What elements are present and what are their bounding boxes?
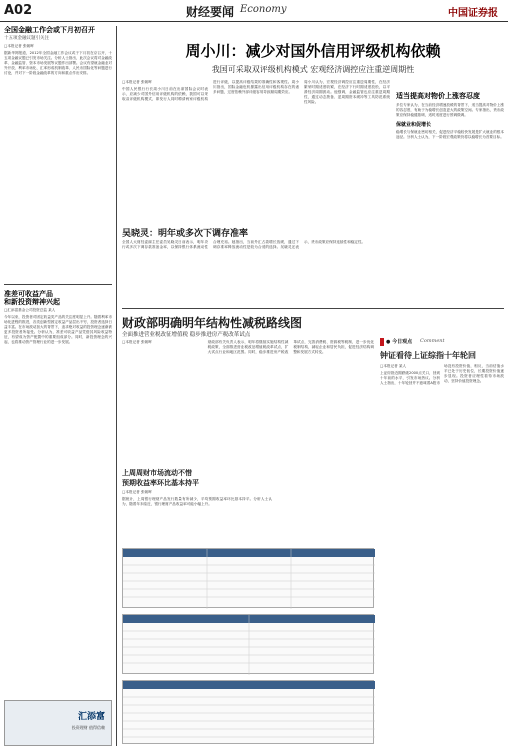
left-article-2 [4, 290, 112, 690]
left-subhead-1: 十五项金融议题引关注 [4, 36, 49, 41]
article5-text: 上证综指近期跌破2000点关口，回到十年前的水平，引发市场热议。分析人士指出，十年轮回并不意味着A股市场没有投资价值，相反，当前估值水平已处于历史低位，长期投资价值逐步显现。投资者应理性看待市场波动，坚持价值投资理念。 [380, 364, 504, 385]
column-divider [116, 26, 117, 746]
section-title-en: Economy [240, 4, 287, 15]
left-divider [4, 284, 112, 285]
masthead [0, 0, 508, 22]
article5-byline: □本报记者 某人 [380, 364, 407, 368]
data-table-2 [122, 614, 374, 674]
page-number: A02 [4, 3, 33, 18]
left-article-1 [4, 26, 112, 236]
main-body-b: 周小川认为，宏观经济调控应注重逆周期性，在经济繁荣时期适度收紧，在经济下行时期适度放松，以平滑经济周期波动。他强调，金融监管也应注重逆周期性，通过动态拨备、逆周期资本缓冲等工具防范系统性风险。 [304, 80, 390, 104]
data-table-grid [123, 549, 375, 609]
sidebar-body-2: 稳增长与保就业密切相关，促进经济平稳较快发展是扩大就业的根本途径。分析人士认为，下一阶段宏观政策仍将以稳增长为首要目标。 [396, 130, 504, 139]
article3-subhead: 全面推进营业税改征增值税 稳步推进房产税改革试点 [122, 332, 251, 338]
main-article [122, 80, 390, 200]
fund-ad [4, 700, 112, 746]
data-table-grid-3 [123, 681, 375, 745]
left-body-1: 据新华网报道，2012年全国金融工作会议或于下月初在京召开，十五项金融议题已引发市场关注。分析人士指出，此次会议将对金融改革、金融监管、资本市场发展等议题作出部署。会议有望就金融业对外开放、利率市场化、汇率形成机制改革、人民币国际化等问题进行讨论，并对下一阶段金融改革的方向和重点作出安排。 [4, 51, 112, 75]
data-table-1 [122, 548, 374, 608]
left-headline-2b: 和新投资辩神兴起 [4, 298, 60, 306]
article4-title-2: 预期收益率环比基本持平 [122, 479, 199, 487]
left-headline-2: 准差可收益产品 [4, 290, 53, 298]
sidebar-title: 适当提高对物价上涨容忍度 [396, 92, 480, 100]
main-subhead: 我国可采取双评级机构模式 宏观经济调控应注重逆周期性 [211, 65, 415, 74]
article4-title: 上周周财市场流动不惜 [122, 469, 192, 477]
article3-title: 财政部明确明年结构性减税路线图 [122, 316, 303, 330]
left-body-2: 今年以来，投资者对固定收益类产品的关注度明显上升。随着利率市场化进程的推进，各类创新型固定收益产品层出不穷，投资者选择日益丰富。在市场波动加大的背景下，追求绝对收益的投资理念逐渐被更多投资者所接受。分析认为，准差可收益产品凭借其风险收益特征，有望成为资产配置中的重要组成部分。同时，新投资理念的兴起，也将推动资产管理行业的进一步发展。 [4, 315, 112, 344]
comment-label-en: Comment [420, 338, 445, 344]
article3-byline: □本报记者 张朝晖 [122, 340, 152, 344]
comment-label: ● 今日观点 [386, 339, 413, 345]
sidebar-subhead: 保就业和促增长 [396, 122, 432, 128]
main-body-a: 中国人民银行行长周小川日前在出席国际会议时表示，应减少对国外信用评级机构的依赖，我国可以采取双评级机构模式，即发行人同时聘请两家评级机构进行评级，以提高评级结果的准确性和客观性。周小川指出，国际金融危机暴露出信用评级机构存在的诸多问题，过度依赖外部评级容易导致顺周期效应。 [122, 80, 299, 101]
article5-body [380, 364, 504, 744]
article4-body [122, 490, 272, 546]
left-byline-2: □汇添富基金公司投资总监 某人 [4, 308, 56, 312]
article4-text: 据统计，上周银行理财产品发行数量有所减少，平均预期收益率环比基本持平。分析人士认为，随着年末临近，银行理财产品收益率可能小幅上升。 [122, 497, 272, 506]
left-headline-1: 全国金融工作会或下月初召开 [4, 26, 95, 34]
ad-slogan: 投资理财 值得信赖 [71, 725, 105, 730]
article2-body: 全国人大财经委副主任委员吴晓灵日前表示，明年央行或多次下调存款准备金率，以保持银行体系流动性合理充裕。她指出，当前外汇占款增长放缓，通过下调存准率释放流动性是较为合适的选择。吴晓灵还表示，货币政策应保持连续性和稳定性。 [122, 240, 366, 249]
ad-brand: 汇添富 [77, 712, 105, 722]
newspaper-logo: 中国证券报 [448, 8, 498, 19]
data-table-grid-2 [123, 615, 375, 675]
article4-byline: □本报记者 张朝晖 [122, 490, 152, 494]
article2-title: 吴晓灵：明年或多次下调存准率 [122, 229, 249, 239]
main-sidebar [396, 92, 504, 302]
article3-body [122, 340, 374, 460]
section-title: 财经要闻 [186, 5, 235, 19]
main-headline: 周小川：减少对国外信用评级机构依赖 [185, 42, 441, 60]
article5-title: 钟证看待上证综指十年轮回 [380, 351, 476, 360]
comment-marker [380, 338, 384, 346]
article3-text: 财政部有关负责人表示，明年将继续实施结构性减税政策，全面推进营业税改征增值税改革试点，扩大试点行业和地区范围。同时，稳步推进房产税改革试点，完善消费税、资源税等税制，进一步优化税制结构，减轻企业和居民负担，促进经济结构调整和发展方式转变。 [207, 340, 374, 354]
section-divider [122, 308, 504, 309]
sidebar-body: 多位专家认为，在当前经济增速放缓的背景下，适当提高对物价上涨的容忍度，有助于为稳增长创造更大的政策空间。专家指出，货币政策应保持稳健基调，适时适度进行预调微调。 [396, 103, 504, 117]
data-table-3 [122, 680, 374, 744]
left-byline-1: □本报记者 张朝晖 [4, 44, 34, 48]
main-byline: □本报记者 张朝晖 [122, 80, 152, 84]
